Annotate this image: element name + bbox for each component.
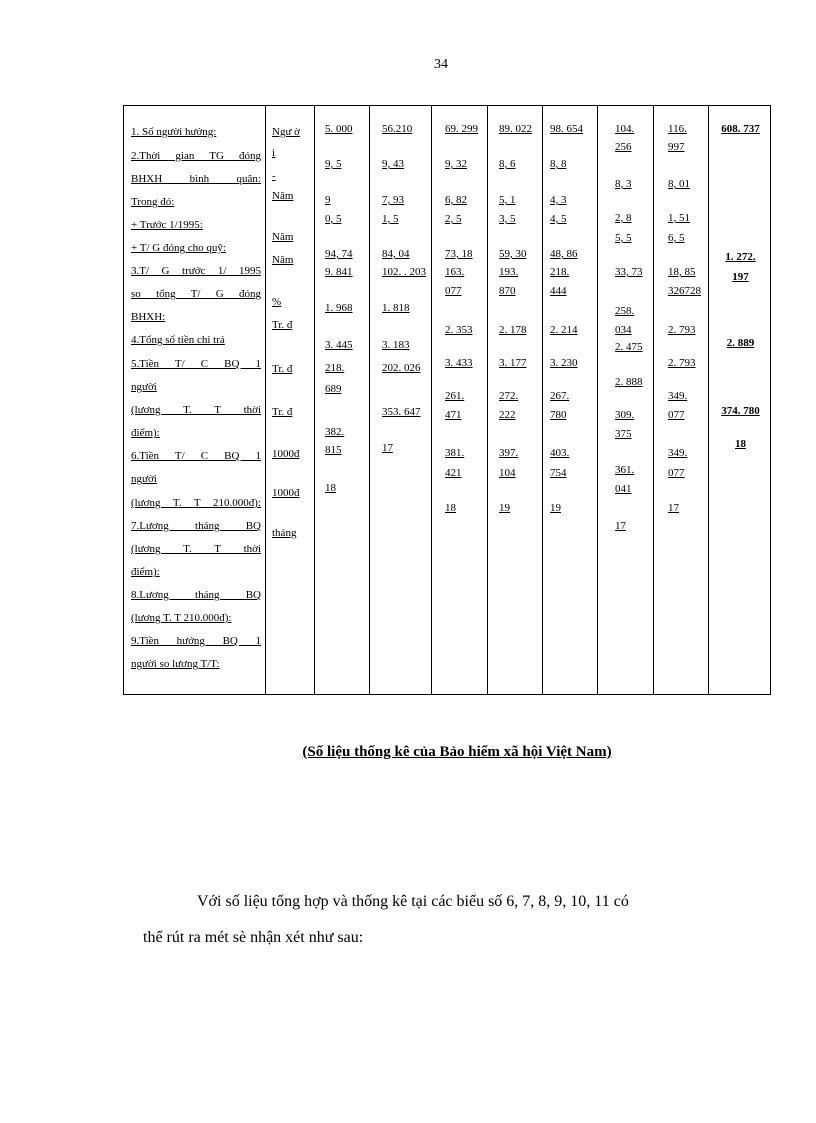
row-label: 7.Lương tháng BQ (131, 520, 261, 532)
table-cell: 98. 654 (550, 123, 583, 135)
table-cell: 034 (615, 324, 632, 336)
table-cell: % (272, 296, 282, 308)
table-cell: 89. 022 (499, 123, 532, 135)
table-cell: 202. 026 (382, 362, 421, 374)
table-cell: 9 (325, 194, 331, 206)
table-cell: 309. (615, 409, 635, 421)
row-label: 4.Tổng số tiền chi trả (131, 334, 225, 346)
table-cell: 2. 475 (615, 341, 643, 353)
row-label: 2.Thời gian TG đóng (131, 150, 261, 162)
table-cell: Năm (272, 190, 294, 202)
row-label: người (131, 381, 157, 393)
row-label: BHXH bình quân: (131, 173, 261, 185)
table-cell: 041 (615, 483, 632, 495)
table-cell: Năm (272, 231, 294, 243)
table-cell: tháng (272, 527, 297, 539)
table-cell: 326728 (668, 285, 701, 297)
table-cell: 1, 5 (382, 213, 399, 225)
table-cell: 471 (445, 409, 462, 421)
row-label: người so lương T/T: (131, 658, 220, 670)
table-cell: 3. 230 (550, 357, 578, 369)
table-cell: 780 (550, 409, 567, 421)
row-label: (lương T. T thời (131, 543, 261, 555)
table-cell: - (272, 170, 276, 182)
table-cell: 193. (499, 266, 519, 278)
table-cell: 56.210 (382, 123, 413, 135)
table-cell: 261. (445, 390, 465, 402)
table-cell: 48, 86 (550, 248, 578, 260)
table-cell: 1. 968 (325, 302, 353, 314)
table-cell: 403. (550, 447, 570, 459)
table-cell: 870 (499, 285, 516, 297)
table-cell: 689 (325, 383, 342, 395)
table-cell: 18 (445, 502, 456, 514)
table-cell: 2. 214 (550, 324, 578, 336)
table-cell: Tr. đ (272, 363, 293, 375)
table-cell: Tr. đ (272, 319, 293, 331)
table-cell: 2. 889 (726, 337, 755, 349)
table-cell: 102. . 203 (382, 266, 426, 278)
table-cell: 267. (550, 390, 570, 402)
table-cell: 375 (615, 428, 632, 440)
data-column-8 (709, 106, 772, 694)
table-cell: 815 (325, 444, 342, 456)
table-cell: 17 (668, 502, 679, 514)
table-cell: 4, 3 (550, 194, 567, 206)
table-cell: 17 (615, 520, 626, 532)
data-column-3 (432, 106, 488, 694)
table-cell: 3. 433 (445, 357, 473, 369)
row-label: người (131, 473, 157, 485)
table-cell: 218. (550, 266, 570, 278)
table-cell: 9. 841 (325, 266, 353, 278)
table-cell: 3. 183 (382, 339, 410, 351)
row-label: điểm): (131, 566, 160, 578)
row-label: 1. Số người hưởng: (131, 126, 217, 138)
row-label: BHXH: (131, 311, 166, 323)
table-cell: 3. 445 (325, 339, 353, 351)
table-cell: 256 (615, 141, 632, 153)
table-cell: 5. 000 (325, 123, 353, 135)
table-cell: 421 (445, 467, 462, 479)
table-cell: 077 (445, 285, 462, 297)
table-cell: 349. (668, 447, 688, 459)
table-cell: 6, 5 (668, 232, 685, 244)
table-cell: 94, 74 (325, 248, 353, 260)
data-column-7 (654, 106, 709, 694)
table-cell: 116. (668, 123, 687, 135)
table-cell: 17 (382, 442, 393, 454)
table-cell: 8, 8 (550, 158, 567, 170)
row-label: 5.Tiền T/ C BQ 1 (131, 358, 261, 370)
table-cell: 2. 793 (668, 324, 696, 336)
table-cell: Ngư ờ (272, 126, 300, 138)
table-cell: 608. 737 (721, 123, 760, 135)
row-label: điểm): (131, 427, 160, 439)
table-cell: 104 (499, 467, 516, 479)
table-cell: 2. 178 (499, 324, 527, 336)
table-cell: 6, 82 (445, 194, 467, 206)
table-cell: 2. 793 (668, 357, 696, 369)
data-column-2 (370, 106, 432, 694)
table-cell: 19 (499, 502, 510, 514)
table-cell: 258. (615, 305, 635, 317)
table-cell: i (272, 147, 276, 159)
row-label: so tổng T/ G đóng (131, 288, 261, 300)
table-cell: 2, 8 (615, 212, 632, 224)
row-label: + Trước 1/1995: (131, 219, 203, 231)
table-cell: 272. (499, 390, 519, 402)
table-cell: 104. (615, 123, 635, 135)
table-cell: 5, 1 (499, 194, 516, 206)
row-label: (lương T. T 210.000đ): (131, 612, 232, 624)
table-cell: 444 (550, 285, 567, 297)
table-cell: 33, 73 (615, 266, 643, 278)
table-cell: 077 (668, 467, 685, 479)
table-cell: 3, 5 (499, 213, 516, 225)
table-cell: 1000đ (272, 487, 300, 499)
row-label: 9.Tiền hưởng BQ 1 (131, 635, 261, 647)
table-cell: 382. (325, 426, 345, 438)
table-cell: 3. 177 (499, 357, 527, 369)
table-cell: 2. 888 (615, 376, 643, 388)
row-label: 6.Tiền T/ C BQ 1 (131, 450, 261, 462)
row-label: (lương T. T thời (131, 404, 261, 416)
data-column-6 (598, 106, 654, 694)
table-cell: 397. (499, 447, 519, 459)
row-label: 8.Lương tháng BQ (131, 589, 261, 601)
table-cell: Năm (272, 254, 294, 266)
table-cell: 374. 780 (721, 405, 760, 417)
table-cell: Tr. đ (272, 406, 293, 418)
table-cell: 8, 3 (615, 178, 632, 190)
table-cell: 222 (499, 409, 516, 421)
description-column (124, 106, 266, 694)
table-cell: 73, 18 (445, 248, 473, 260)
table-cell: 361. (615, 464, 635, 476)
table-cell: 7, 93 (382, 194, 404, 206)
table-cell: 2, 5 (445, 213, 462, 225)
table-cell: 997 (668, 141, 685, 153)
table-cell: 381. (445, 447, 465, 459)
table-cell: 218. (325, 362, 345, 374)
paragraph-line-1: Với số liệu tổng hợp và thống kê tại các biểu số 6, 7, 8, 9, 10, 11 có (197, 893, 629, 910)
table-cell: 2. 353 (445, 324, 473, 336)
data-column-5 (543, 106, 598, 694)
table-cell: 1000đ (272, 448, 300, 460)
table-cell: 1, 51 (668, 212, 690, 224)
table-caption: (Số liệu thống kê của Bảo hiểm xã hội Việt Nam) (302, 744, 612, 760)
table-cell: 197 (732, 271, 749, 283)
table-cell: 9, 43 (382, 158, 404, 170)
table-cell: 4, 5 (550, 213, 567, 225)
table-cell: 69. 299 (445, 123, 478, 135)
page-number: 34 (434, 57, 448, 72)
table-cell: 19 (550, 502, 561, 514)
table-cell: 9, 5 (325, 158, 342, 170)
table-cell: 84, 04 (382, 248, 410, 260)
table-cell: 353. 647 (382, 406, 421, 418)
statistics-table (123, 105, 771, 695)
row-label: Trong đó: (131, 196, 175, 208)
row-label: 3.T/ G trước 1/ 1995 (131, 265, 261, 277)
table-cell: 9, 32 (445, 158, 467, 170)
table-cell: 077 (668, 409, 685, 421)
table-cell: 18 (735, 438, 746, 450)
row-label: + T/ G đóng cho quỹ: (131, 242, 226, 254)
table-cell: 18 (325, 482, 336, 494)
table-cell: 0, 5 (325, 213, 342, 225)
table-cell: 1. 818 (382, 302, 410, 314)
data-column-4 (488, 106, 543, 694)
unit-column (266, 106, 315, 694)
table-cell: 8, 01 (668, 178, 690, 190)
table-cell: 59, 30 (499, 248, 527, 260)
table-cell: 5, 5 (615, 232, 632, 244)
table-cell: 163. (445, 266, 465, 278)
paragraph-line-2: thể rút ra mét sè nhận xét như sau: (143, 929, 364, 946)
table-cell: 349. (668, 390, 688, 402)
table-cell: 8, 6 (499, 158, 516, 170)
table-cell: 754 (550, 467, 567, 479)
data-column-1 (315, 106, 370, 694)
row-label: (lương T. T 210.000đ): (131, 497, 261, 509)
table-cell: 1. 272. (725, 251, 756, 263)
table-cell: 18, 85 (668, 266, 696, 278)
